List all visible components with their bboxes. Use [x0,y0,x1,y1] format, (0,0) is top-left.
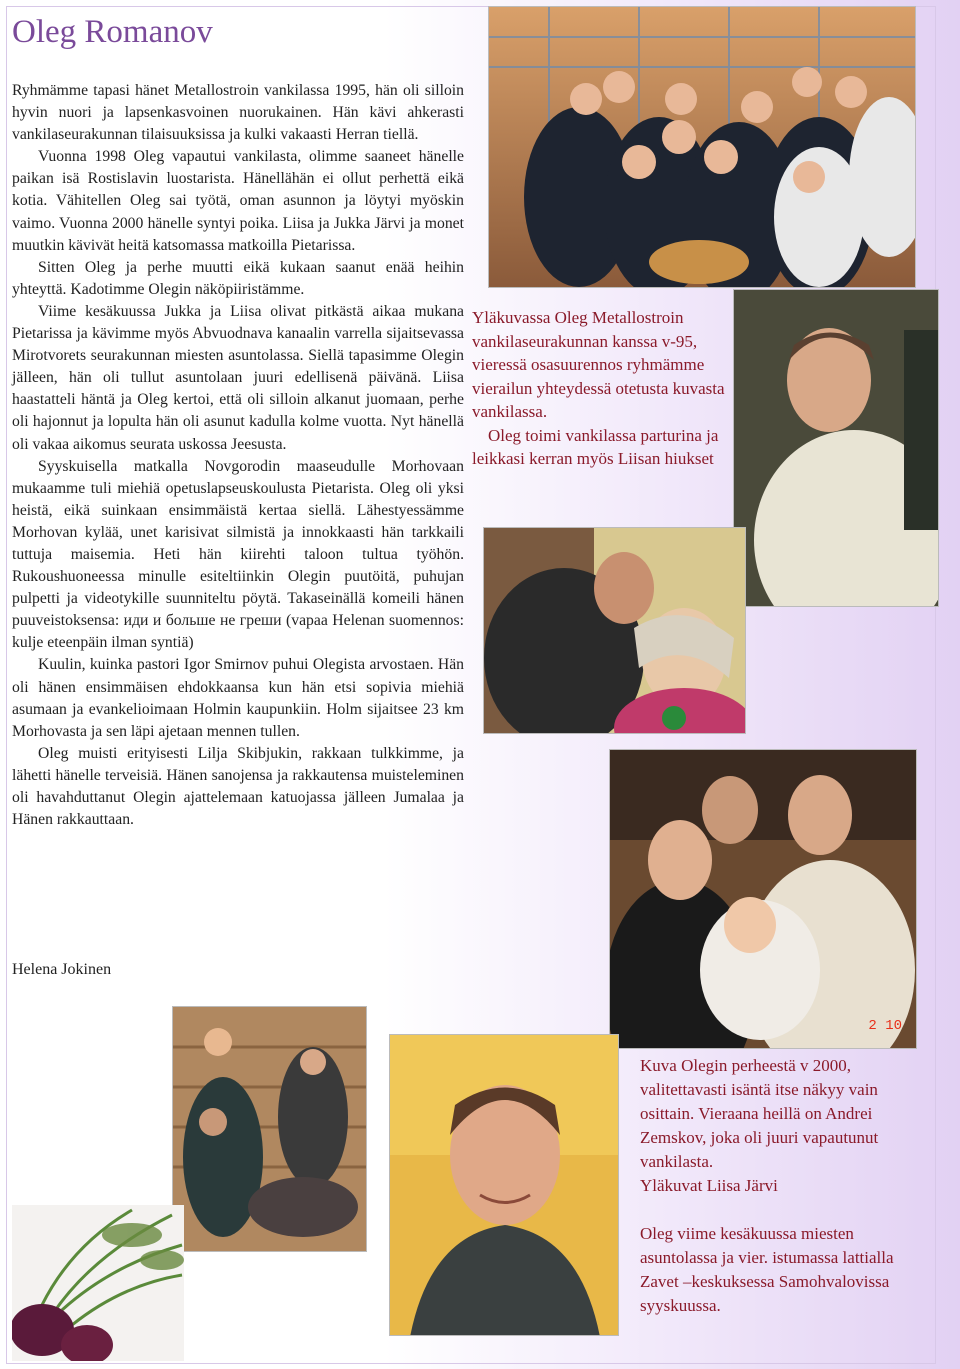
author-name: Helena Jokinen [12,961,112,978]
caption-bottom-spacer [640,1198,932,1222]
beets-graphic [12,1205,184,1361]
oleg-portrait-graphic [734,290,939,607]
haircut-photo [483,527,746,734]
caption-top-1: Yläkuvassa Oleg Metallostroin vankilaseurakunnan kanssa v-95, vieressä osasuurennos ryhmämme vierailun yhteydessä otetusta kuvasta vankilassa. [472,308,725,421]
caption-top [472,306,730,471]
article-paragraph: Kuulin, kuinka pastori Igor Smirnov puhui Olegista arvostaen. Hän oli hänen ensimmäisen ehdokkaansa kun hän etsi sopivia miehiä asumaan ja evankelioimaan Holmin kaupunkiin. Holm sijaitsee 23 km Morhovasta ja sen läpi ajetaan mennen tullen. [12,656,464,740]
caption-bottom-3: Oleg viime kesäkuussa miesten asuntolassa ja vier. istumassa lattialla Zavet –keskuksessa Samohvalovissa syyskuussa. [640,1224,894,1315]
oleg-smiling-graphic [390,1035,619,1336]
group-photo-prison [488,6,916,288]
dormitory-photo [172,1006,367,1252]
article-paragraph: Syyskuisella matkalla Novgorodin maaseudulle Morhovaan mukaamme tuli miehiä opetuslapseuskoulusta Pietarista. Oleg oli yksi heistä, eikä suinkaan ensimmäistä kertaa siellä. Lähestyessämme Morhovan kylää, unet karisivat silmistä ja innokkaasti hän tarkkaili tuttuja maisemia. Heti hän kiirehti taloon tultua työhön. Rukoushuoneessa minulle esiteltiinkin Olegin puutöitä, puhujan pulpetti ja videotykille suunniteltu pöytä. Takaseinällä komeili hänen puuveistoksensa: иди и больше не греши (vapaa Helenan suomennos: kulje eteenpäin ilman syntiä) [12,457,464,652]
article-paragraph: Viime kesäkuussa Jukka ja Liisa olivat pitkästä aikaa mukana Pietarissa ja kävimme myös Abvuodnava kanaalin varrella sijaitsevassa Mirotvorets seurakunnan miesten asuntolassa. Siellä tapasimme Olegin jälleen, hän oli tullut asuntolaan juuri edellisenä päivänä. Liisa haastatteli häntä ja Oleg kertoi, että oli silloin alkanut juomaan, perhe oli hajonnut ja lopulta hän oli asunut kadulla kolme vuotta. Nyt hänellä oli vakaa aikomus seurata uskossa Jeesusta. [12,302,464,453]
article-body [12,80,464,831]
haircut-graphic [484,528,746,734]
caption-top-2: Oleg toimi vankilassa parturina ja leikkasi kerran myös Liisan hiukset [472,425,719,468]
article-paragraph: Oleg muisti erityisesti Lilja Skibjukin, rakkaan tulkkimme, ja lähetti hänelle terveisiä. Hänen sanojensa ja rakkautensa muisteleminen oli havahduttanut Olegin ajattelemaan katuojassa jälleen Jumalaa ja Hänen rakkauttaan. [12,744,464,829]
group-photo-graphic [489,7,916,288]
oleg-portrait-photo [733,289,939,607]
caption-bottom-1: Kuva Olegin perheestä v 2000, valitettavasti isäntä itse näkyy vain osittain. Vieraana heillä on Andrei Zemskov, joka oli juuri vapautunut vankilasta. [640,1056,879,1171]
article-paragraph: Vuonna 1998 Oleg vapautui vankilasta, olimme saaneet hänelle paikan isä Rostislavin luostarista. Hänellähän ei ollut perhettä eikä kotia. Vähitellen Oleg sai työtä, oman asunnon ja löytyi myöskin vaimo. Vuonna 2000 hänelle syntyi poika. Liisa ja Jukka Järvi ja monet muutkin kävivät heitä katsomassa matkoilla Pietarissa. [12,148,464,254]
caption-bottom [640,1054,932,1318]
page-title: Oleg Romanov [12,14,213,50]
article-paragraph: Sitten Oleg ja perhe muutti eikä kukaan saanut enää heihin yhteyttä. Kadotimme Olegin näköpiiristämme. [12,258,464,298]
oleg-smiling-photo [389,1034,619,1336]
beets-photo [12,1205,184,1361]
dormitory-graphic [173,1007,367,1252]
family-photo [609,749,917,1049]
family-graphic [610,750,917,1049]
photo-date-stamp: 2 10 [868,1018,902,1034]
article-paragraph: Ryhmämme tapasi hänet Metallostroin vankilassa 1995, hän oli silloin hyvin nuori ja lapsenkasvoinen nuorukainen. Hän kävi ahkerasti vankilaseurakunnan tilaisuuksissa ja kulki vakaasti Herran tiellä. [12,82,464,144]
caption-bottom-2: Yläkuvat Liisa Järvi [640,1176,778,1195]
